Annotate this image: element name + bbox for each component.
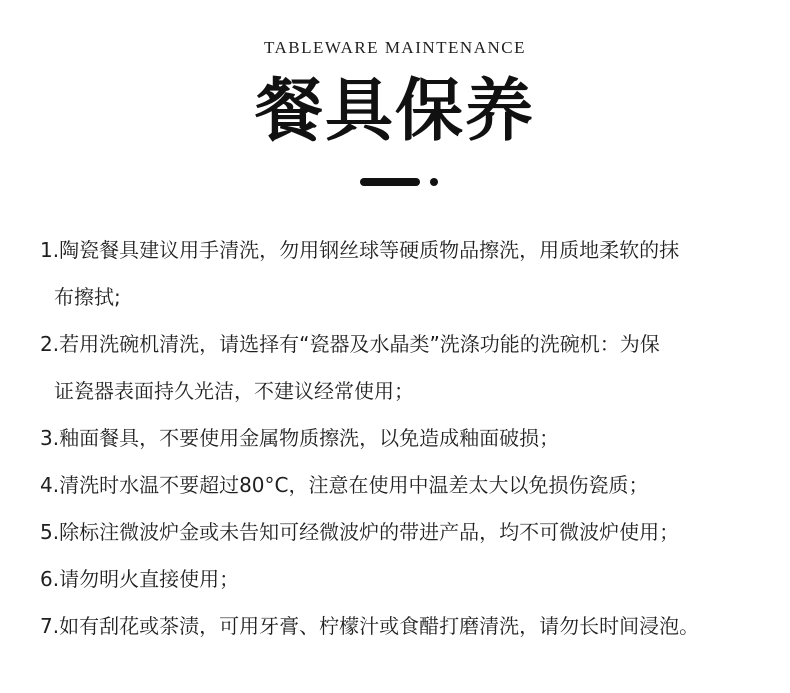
list-item-line: 6.请勿明火直接使用； bbox=[40, 567, 240, 591]
list-item bbox=[40, 230, 770, 324]
list-item bbox=[40, 418, 770, 465]
list-item-line: 7.如有刮花或茶渍，可用牙膏、柠檬汁或食醋打磨清洗，请勿长时间浸泡。 bbox=[40, 614, 700, 638]
page-title: 餐具保养 bbox=[254, 71, 535, 151]
list-item bbox=[40, 606, 770, 653]
list-item-line: 4.清洗时水温不要超过80°C，注意在使用中温差太大以免损伤瓷质； bbox=[40, 473, 649, 497]
list-item bbox=[40, 465, 770, 512]
list-item bbox=[40, 324, 770, 418]
divider-dot bbox=[430, 178, 438, 186]
maintenance-list bbox=[40, 230, 770, 653]
list-item bbox=[40, 512, 770, 559]
list-item-line-continued: 布擦拭; bbox=[54, 285, 121, 309]
list-item-line-continued: 证瓷器表面持久光洁，不建议经常使用； bbox=[54, 379, 414, 403]
list-item-line: 3.釉面餐具，不要使用金属物质擦洗，以免造成釉面破损； bbox=[40, 426, 560, 450]
divider-dash bbox=[360, 178, 420, 186]
list-item-line: 1.陶瓷餐具建议用手清洗，勿用钢丝球等硬质物品擦洗，用质地柔软的抹 bbox=[40, 238, 680, 262]
list-item bbox=[40, 559, 770, 606]
list-item-line: 5.除标注微波炉金或未告知可经微波炉的带进产品，均不可微波炉使用； bbox=[40, 520, 680, 544]
list-item-line: 2.若用洗碗机清洗，请选择有“瓷器及水晶类”洗涤功能的洗碗机：为保 bbox=[40, 332, 660, 356]
page-subtitle: TABLEWARE MAINTENANCE bbox=[264, 38, 526, 57]
